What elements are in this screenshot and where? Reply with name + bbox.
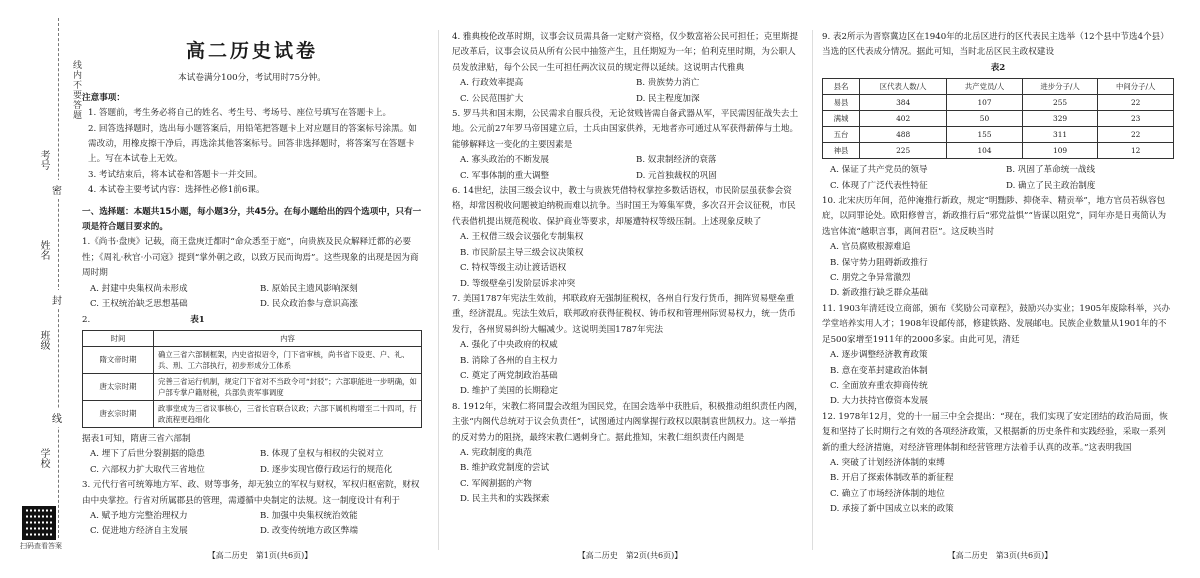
option-c: C. 确立了市场经济体制的地位 bbox=[830, 488, 945, 499]
option-b: B. 奴隶制经济的衰落 bbox=[636, 155, 717, 166]
table-cell: 155 bbox=[947, 127, 1023, 143]
seal-char-feng: 封 bbox=[52, 290, 62, 309]
table-title: 表1 bbox=[190, 314, 205, 325]
option-a: A. 赋予地方完整治理权力 bbox=[90, 510, 188, 521]
table-header-cell: 进步分子/人 bbox=[1022, 79, 1098, 95]
binding-label-name: 姓名 bbox=[38, 240, 49, 260]
option-list bbox=[82, 447, 422, 478]
option-d: D. 民众政治参与意识高涨 bbox=[260, 299, 358, 310]
table-cell: 22 bbox=[1098, 127, 1174, 143]
table-cell: 402 bbox=[860, 111, 947, 127]
table-header-cell: 共产党员/人 bbox=[947, 79, 1023, 95]
option-b: B. 市民阶层主导三级会议决策权 bbox=[460, 247, 584, 258]
table-title: 表2 bbox=[990, 62, 1006, 73]
option-d: D. 大力扶持官僚资本发展 bbox=[830, 396, 928, 407]
table-row bbox=[823, 95, 1174, 111]
table-cell: 104 bbox=[947, 143, 1023, 159]
table-header-cell: 县名 bbox=[823, 79, 860, 95]
option-a: A. 官员腐败根源难追 bbox=[830, 242, 911, 253]
table-cell: 唐玄宗时期 bbox=[83, 400, 154, 427]
table-cell: 225 bbox=[860, 143, 947, 159]
question-stem: 11. 1903年清廷设立商部，颁布《奖励公司章程》，鼓励兴办实业；1905年废除科举，兴办学堂培养实用人才；1908年设邮传部，修建铁路、发展邮电。民族企业数量从1901年的不足500家增至1911年的2000多家。由此可见，清廷 bbox=[822, 303, 1171, 345]
option-list bbox=[822, 240, 1174, 302]
option-b: B. 巩固了革命统一战线 bbox=[1006, 165, 1096, 176]
table-cell: 完善三省运行机制，规定门下省对不当政令可“封驳”；六部职能进一步明确，如户部专掌户籍财税，兵部负责军事调度 bbox=[154, 373, 422, 400]
table-row bbox=[83, 346, 422, 373]
page-footer: 【高二历史 第2页(共6页)】 bbox=[577, 551, 683, 560]
option-b: B. 开启了探索体制改革的新征程 bbox=[830, 473, 954, 484]
table-header-row bbox=[823, 79, 1174, 95]
seal-note: 线内不要答题 bbox=[71, 60, 81, 120]
table-cell: 311 bbox=[1022, 127, 1098, 143]
option-list bbox=[452, 153, 804, 184]
option-b: B. 体现了皇权与相权的尖锐对立 bbox=[260, 449, 384, 460]
question-stem: 9. 表2所示为晋察冀边区在1940年的北岳区进行的区代表民主选举（12个县中节选4个县）当选的区代表成分情况。据此可知，当时北岳区民主政权建设 bbox=[822, 32, 1169, 58]
option-c: C. 特权等级主动让渡话语权 bbox=[460, 263, 567, 274]
question-1 bbox=[82, 235, 422, 312]
column-divider bbox=[438, 30, 439, 550]
table-cell: 易县 bbox=[823, 95, 860, 111]
table-row bbox=[83, 373, 422, 400]
question-9 bbox=[822, 30, 1174, 194]
table-cell: 政事堂成为三省议事核心，三省长官联合议政；六部下属机构增至二十四司，行政流程更趋细化 bbox=[154, 400, 422, 427]
question-stem: 8. 1912年，宋教仁将同盟会改组为国民党，在国会选举中获胜后，积极推动组织责任内阁，主张“内阁代总统对于议会负责任”，试图通过内阁掌握行政权以限制袁世凯权力。这一举措的反对势力的阻挠，最终宋教仁遇刺身亡。据此推知，宋教仁组织责任内阁是 bbox=[452, 401, 803, 443]
option-d: D. 承接了新中国成立以来的政策 bbox=[830, 504, 954, 515]
option-d: D. 新政推行缺乏群众基础 bbox=[830, 288, 928, 299]
question-stem: 10. 北宋庆历年间，范仲淹推行新政，规定“明黜陟、抑侥幸、精贡举”，地方官员若纵容包庇，以同罪论处。欧阳修曾言，新政推行后“邪党益惧”“皆谋以阻党”，同年亦是日夷简认为选官体流“越职言事，离间君臣”。这反映当时 bbox=[822, 196, 1167, 237]
page-footer: 【高二历史 第1页(共6页)】 bbox=[207, 551, 313, 560]
section-heading: 一、选择题：本题共15小题，每小题3分，共45分。在每小题给出的四个选项中，只有一项是符合题目要求的。 bbox=[82, 206, 422, 233]
table-1 bbox=[82, 330, 422, 428]
exam-intro: 本试卷满分100分，考试用时75分钟。 bbox=[178, 73, 326, 84]
table-cell: 384 bbox=[860, 95, 947, 111]
table-cell: 50 bbox=[947, 111, 1023, 127]
option-list bbox=[82, 509, 422, 540]
option-list bbox=[822, 163, 1174, 194]
question-stem: 1.《尚书·盘庚》记载，商王盘庚迁都时“命众悉至于庭”，向贵族及民众解释迁都的必要性；《周礼·秋官·小司寇》提到“掌外朝之政，以致万民而询焉”。这些现象的出现是因为商周时期 bbox=[82, 237, 419, 279]
option-c: C. 公民范围扩大 bbox=[460, 93, 524, 104]
table-cell: 107 bbox=[947, 95, 1023, 111]
table-2 bbox=[822, 78, 1174, 159]
note-item: 3. 考试结束后，将本试卷和答题卡一并交回。 bbox=[88, 169, 263, 180]
table-cell: 23 bbox=[1098, 111, 1174, 127]
option-b: B. 贵族势力消亡 bbox=[636, 78, 700, 89]
table-cell: 12 bbox=[1098, 143, 1174, 159]
question-stem: 12. 1978年12月，党的十一届三中全会提出：“现在，我们实现了安定团结的政治局面，恢复和坚持了长时期行之有效的各项经济政策，又根据新的历史条件和实践经验，采取一系列新的重大经济措施，对经济管理体制和经营管理方法着手认真的改革。”这表明我国 bbox=[822, 411, 1168, 453]
question-stem: 5. 罗马共和国末期，公民需求自服兵役，无论贫贱皆需自备武器从军，平民需因征战失去土地。公元前27年罗马帝国建立后，士兵由国家供养，无地者亦可通过从军获得薪俸与土地。能够解释这一变化的主要因素是 bbox=[452, 109, 799, 150]
option-a: A. 宪政制度的典范 bbox=[460, 447, 532, 458]
seal-line bbox=[58, 18, 59, 538]
table-header-cell: 中间分子/人 bbox=[1098, 79, 1174, 95]
option-c: C. 奠定了两党制政治基础 bbox=[460, 370, 558, 381]
table-header-cell: 时间 bbox=[83, 330, 154, 346]
option-d: D. 民主程度加深 bbox=[636, 93, 700, 104]
option-c: C. 军阀割据的产物 bbox=[460, 478, 532, 489]
option-d: D. 逐步实现官僚行政运行的规范化 bbox=[260, 464, 393, 475]
option-c: C. 军事体制的重大调整 bbox=[460, 170, 550, 181]
table-cell: 488 bbox=[860, 127, 947, 143]
option-a: A. 逐步调整经济教育政策 bbox=[830, 350, 928, 361]
option-c: C. 体现了广泛代表性特征 bbox=[830, 180, 928, 191]
option-a: A. 埋下了后世分裂割据的隐患 bbox=[90, 449, 205, 460]
option-d: D. 元首独裁权的巩固 bbox=[636, 170, 717, 181]
note-item: 2. 回答选择题时，选出每小题答案后，用铅笔把答题卡上对应题目的答案标号涂黑。如需改动，用橡皮擦干净后，再选涂其他答案标号。回答非选择题时，将答案写在答题卡上。写在本试卷上无效。 bbox=[88, 123, 417, 165]
option-c: C. 六部权力扩大取代三省地位 bbox=[90, 464, 205, 475]
table-cell: 神县 bbox=[823, 143, 860, 159]
qr-caption: 扫码查看答案 bbox=[20, 542, 62, 550]
seal-char-xian: 线 bbox=[52, 408, 62, 427]
option-d: D. 改变传统地方政区弊端 bbox=[260, 526, 358, 537]
option-list bbox=[452, 230, 804, 292]
option-a: A. 寡头政治的不断发展 bbox=[460, 155, 550, 166]
table-cell: 329 bbox=[1022, 111, 1098, 127]
question-11 bbox=[822, 302, 1174, 410]
option-d: D. 确立了民主政治制度 bbox=[1006, 180, 1096, 191]
question-6 bbox=[452, 184, 804, 292]
option-a: A. 行政效率提高 bbox=[460, 78, 524, 89]
option-b: B. 原始民主遗风影响深刻 bbox=[260, 283, 358, 294]
option-list bbox=[82, 282, 422, 313]
question-stem: 3. 元代行省可统筹地方军、政、财等事务，却无独立的军权与财权，军权归枢密院，财权由中央掌控。行省对所属郡县的管理，需遵循中央制定的法规。这一制度设计有利于 bbox=[82, 480, 420, 506]
option-a: A. 保证了共产党员的领导 bbox=[830, 165, 928, 176]
option-a: A. 强化了中央政府的权威 bbox=[460, 340, 558, 351]
binding-label-class: 班级 bbox=[38, 330, 49, 350]
option-b: B. 保守势力阻碍新政推行 bbox=[830, 257, 928, 268]
table-cell: 109 bbox=[1022, 143, 1098, 159]
table-cell: 唐太宗时期 bbox=[83, 373, 154, 400]
question-5 bbox=[452, 107, 804, 184]
binding-label-exam-number: 考号 bbox=[38, 150, 49, 170]
binding-margin bbox=[0, 0, 80, 578]
option-c: C. 全面放弃重农抑商传统 bbox=[830, 380, 928, 391]
option-list bbox=[452, 76, 804, 107]
page-3 bbox=[822, 30, 1174, 518]
question-8 bbox=[452, 400, 804, 508]
option-b: B. 意在变革封建政治体制 bbox=[830, 365, 928, 376]
table-cell: 五台 bbox=[823, 127, 860, 143]
option-list bbox=[452, 446, 804, 508]
option-a: A. 封建中央集权尚未形成 bbox=[90, 283, 188, 294]
column-divider bbox=[812, 30, 813, 550]
question-stem: 7. 美国1787年宪法生效前，邦联政府无强制征税权，各州自行发行货币，拥阵贸易壁垒重重，经济混乱。宪法生效后，联邦政府获得征税权、铸币权和管理州际贸易权力，统一货币发行，各州贸易纠纷大幅减少。这说明美国1787年宪法 bbox=[452, 293, 796, 335]
table-header-cell: 内容 bbox=[154, 330, 422, 346]
question-7 bbox=[452, 292, 804, 400]
table-row bbox=[823, 127, 1174, 143]
option-b: B. 维护政党制度的尝试 bbox=[460, 463, 550, 474]
table-cell: 255 bbox=[1022, 95, 1098, 111]
table-row bbox=[83, 400, 422, 427]
question-10 bbox=[822, 194, 1174, 302]
option-c: C. 王权统治缺乏思想基础 bbox=[90, 299, 188, 310]
question-2 bbox=[82, 313, 422, 479]
table-row bbox=[823, 143, 1174, 159]
option-d: D. 等级壁垒引发阶层诉求冲突 bbox=[460, 278, 576, 289]
table-row bbox=[823, 111, 1174, 127]
note-item: 4. 本试卷主要考试内容：选择性必修1前6课。 bbox=[88, 185, 265, 196]
table-cell: 22 bbox=[1098, 95, 1174, 111]
table-cell: 隋文帝时期 bbox=[83, 346, 154, 373]
page-footer: 【高二历史 第3页(共6页)】 bbox=[947, 551, 1053, 560]
option-a: A. 王权借三级会议强化专制集权 bbox=[460, 232, 584, 243]
question-number: 2. bbox=[82, 314, 91, 325]
page-1 bbox=[82, 30, 422, 540]
table-header-row bbox=[83, 330, 422, 346]
option-d: D. 维护了美国的长期稳定 bbox=[460, 386, 558, 397]
page-2 bbox=[452, 30, 804, 508]
option-list bbox=[452, 338, 804, 400]
page-title: 高二历史试卷 bbox=[185, 40, 318, 62]
question-3 bbox=[82, 478, 422, 540]
question-stem: 6. 14世纪，法国三级会议中，教士与贵族凭借特权掌控多数话语权，市民阶层虽获参会资格，却常因税收问题被迫纳税而难以抗争。当时国王为筹集军费，多次召开会议征税，市民代表借机提出规范税收、保护商业等要求，却屡遭特权等级压制。上述现象反映了 bbox=[452, 186, 796, 227]
question-12 bbox=[822, 410, 1174, 518]
notes-heading: 注意事项： bbox=[82, 92, 125, 103]
option-d: D. 民主共和的实践探索 bbox=[460, 494, 550, 505]
binding-label-school: 学校 bbox=[38, 448, 49, 468]
option-c: C. 促进地方经济自主发展 bbox=[90, 526, 188, 537]
question-stem: 4. 雅典梭伦改革时期，议事会议员需具备一定财产资格，仅少数富裕公民可担任；克里斯提尼改革后，议事会议员从所有公民中抽签产生，且任期短为一年；伯利克里时期，为公职人员发放津贴，每个公民一生可担任两次议员的规定得以延续。这说明古代雅典 bbox=[452, 32, 799, 73]
note-item: 1. 答题前，考生务必将自己的姓名、考生号、考场号、座位号填写在答题卡上。 bbox=[88, 108, 392, 119]
option-a: A. 突破了计划经济体制的束缚 bbox=[830, 457, 945, 468]
option-list bbox=[822, 456, 1174, 518]
question-4 bbox=[452, 30, 804, 107]
table-cell: 满城 bbox=[823, 111, 860, 127]
option-b: B. 消除了各州的自主权力 bbox=[460, 355, 558, 366]
table-cell: 确立三省六部制框架，内史省拟诏令，门下省审核，尚书省下设吏、户、礼、兵、刑、工六部执行，初步形成分工体系 bbox=[154, 346, 422, 373]
question-stem: 据表1可知，隋唐三省六部制 bbox=[82, 433, 191, 444]
seal-char-mi: 密 bbox=[52, 180, 62, 199]
option-list bbox=[822, 348, 1174, 410]
qr-code-icon[interactable] bbox=[22, 506, 56, 540]
table-header-cell: 区代表人数/人 bbox=[860, 79, 947, 95]
option-c: C. 朋党之争异常激烈 bbox=[830, 273, 911, 284]
option-b: B. 加强中央集权统治效能 bbox=[260, 510, 358, 521]
